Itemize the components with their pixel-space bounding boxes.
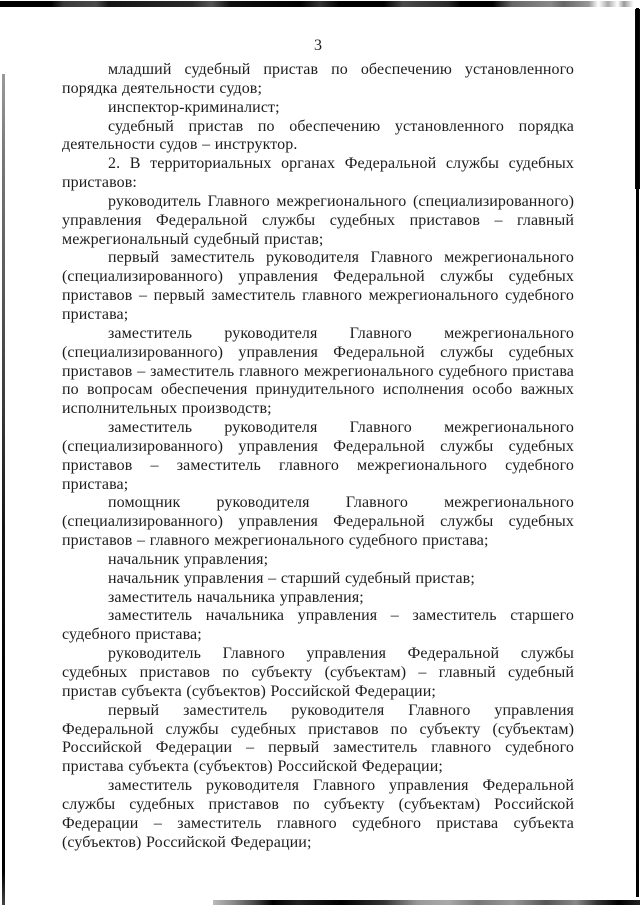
scan-edge-top (0, 1, 640, 7)
paragraph: начальник управления – старший судебный пристав; (108, 569, 475, 587)
paragraph: первый заместитель руководителя Главного межрегионального (специализированного) управления Федеральной службы судебных приставов – первый заместитель главного межрегионального судебного пристава; (62, 249, 574, 323)
paragraph: судебный пристав по обеспечению установленного порядка деятельности судов – инструктор. (62, 117, 574, 154)
paragraph: руководитель Главного управления Федеральной службы судебных приставов по субъекту (субъектам) – главный судебный пристав субъекта (субъектов) Российской Федерации; (62, 645, 574, 700)
paragraph: заместитель руководителя Главного межрегионального (специализированного) управления Федеральной службы судебных приставов – заместитель главного межрегионального судебного пристава по вопросам обеспечения принудительного исполнения особо важных исполнительных производств; (62, 324, 574, 418)
paragraph: заместитель руководителя Главного межрегионального (специализированного) управления Федеральной службы судебных приставов – заместитель главного межрегионального судебного пристава; (62, 419, 574, 493)
paragraph: младший судебный пристав по обеспечению установленного порядка деятельности судов; (62, 61, 574, 97)
paragraph: инспектор-криминалист; (108, 98, 280, 116)
scan-edge-left (2, 74, 5, 905)
paragraph: заместитель начальника управления – заместитель старшего судебного пристава; (62, 607, 574, 644)
document-body (62, 61, 574, 852)
page-number: 3 (314, 37, 322, 54)
paragraph: 2. В территориальных органах Федеральной службы судебных приставов: (62, 155, 574, 192)
scan-edge-bottom (213, 900, 640, 905)
paragraph: первый заместитель руководителя Главного управления Федеральной службы судебных приставов по субъекту (субъектам) Российской Федерации – первый заместитель главного судебного пристава субъекта (субъектов) Российской Федерации; (62, 701, 574, 776)
paragraph: начальник управления; (108, 550, 269, 568)
paragraph: заместитель начальника управления; (108, 588, 364, 606)
scan-edge-right (636, 8, 639, 897)
paragraph: руководитель Главного межрегионального (специализированного) управления Федеральной службы судебных приставов – главный межрегиональный судебный пристав; (62, 192, 574, 248)
paragraph: помощник руководителя Главного межрегионального (специализированного) управления Федеральной службы судебных приставов – главного межрегионального судебного пристава; (62, 494, 574, 550)
paragraph: заместитель руководителя Главного управления Федеральной службы судебных приставов по субъекту (субъектам) Российской Федерации – заместитель главного судебного пристава субъекта (субъектов) Российской Федерации; (62, 777, 574, 851)
